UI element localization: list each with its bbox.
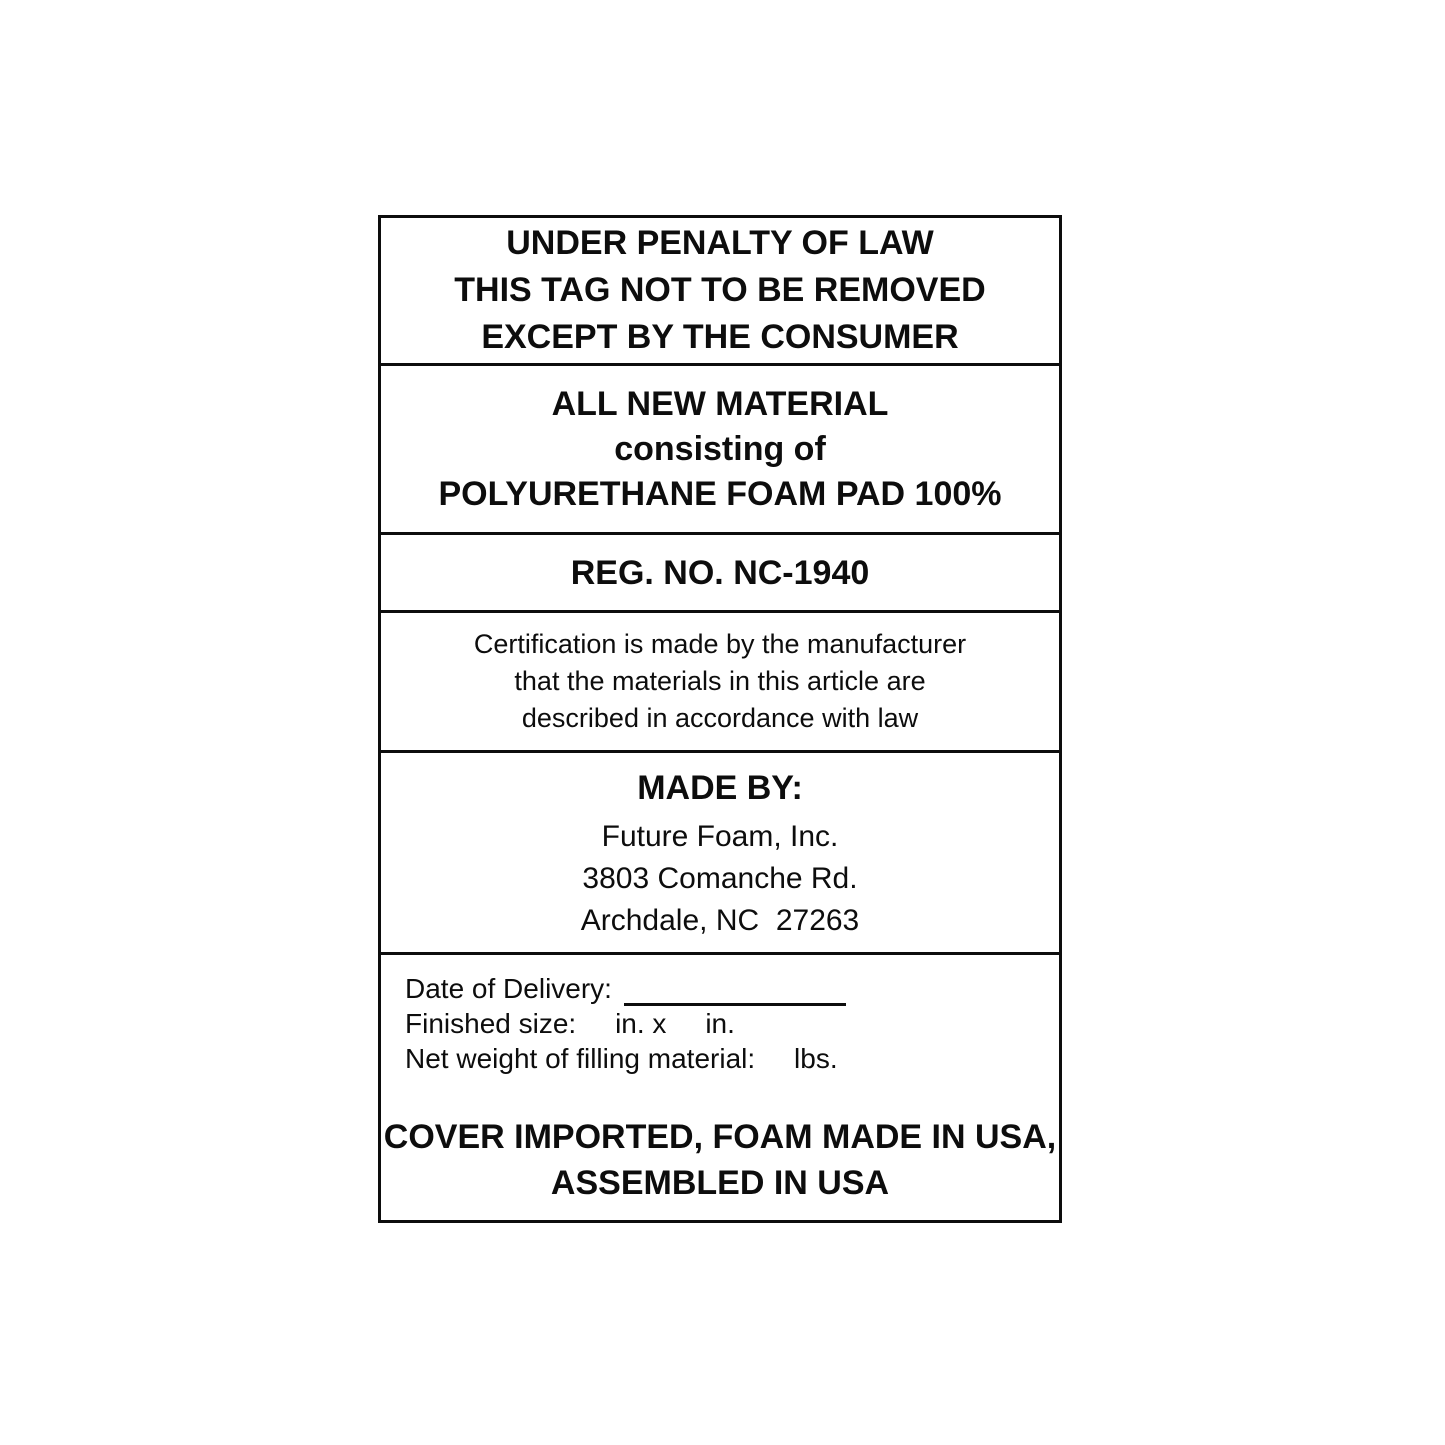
- registration-number: REG. NO. NC-1940: [570, 553, 870, 592]
- certification-section: [381, 613, 1059, 753]
- manufacturer-address-street: 3803 Comanche Rd.: [582, 861, 858, 895]
- material-line-2: consisting of: [614, 429, 826, 468]
- penalty-line-2: THIS TAG NOT TO BE REMOVED: [454, 271, 986, 309]
- net-weight-row: Net weight of filling material: lbs.: [405, 1043, 838, 1074]
- manufacturer-address-city: Archdale, NC 27263: [580, 903, 860, 937]
- origin-line-1: COVER IMPORTED, FOAM MADE IN USA,: [383, 1118, 1057, 1156]
- certification-line-3: described in accordance with law: [521, 703, 919, 733]
- registration-number-section: [381, 535, 1059, 613]
- date-of-delivery-label: Date of Delivery:: [405, 973, 612, 1004]
- finished-size-row: Finished size: in. x in.: [405, 1008, 735, 1039]
- law-tag-label: [378, 215, 1062, 1223]
- penalty-line-1: UNDER PENALTY OF LAW: [506, 224, 934, 262]
- details-section: [381, 955, 1059, 1220]
- origin-statement: [381, 1114, 1059, 1206]
- date-of-delivery-blank-line: [624, 973, 846, 1006]
- certification-line-1: Certification is made by the manufacturer: [473, 629, 967, 659]
- penalty-section: [381, 218, 1059, 366]
- made-by-section: [381, 753, 1059, 955]
- material-section: [381, 366, 1059, 535]
- material-line-1: ALL NEW MATERIAL: [551, 384, 889, 423]
- manufacturer-name: Future Foam, Inc.: [601, 819, 839, 853]
- material-line-3: POLYURETHANE FOAM PAD 100%: [438, 474, 1002, 513]
- origin-line-2: ASSEMBLED IN USA: [550, 1164, 890, 1202]
- penalty-line-3: EXCEPT BY THE CONSUMER: [481, 318, 959, 356]
- certification-line-2: that the materials in this article are: [514, 666, 926, 696]
- made-by-heading: MADE BY:: [637, 768, 803, 807]
- date-of-delivery-row: [405, 971, 1059, 1006]
